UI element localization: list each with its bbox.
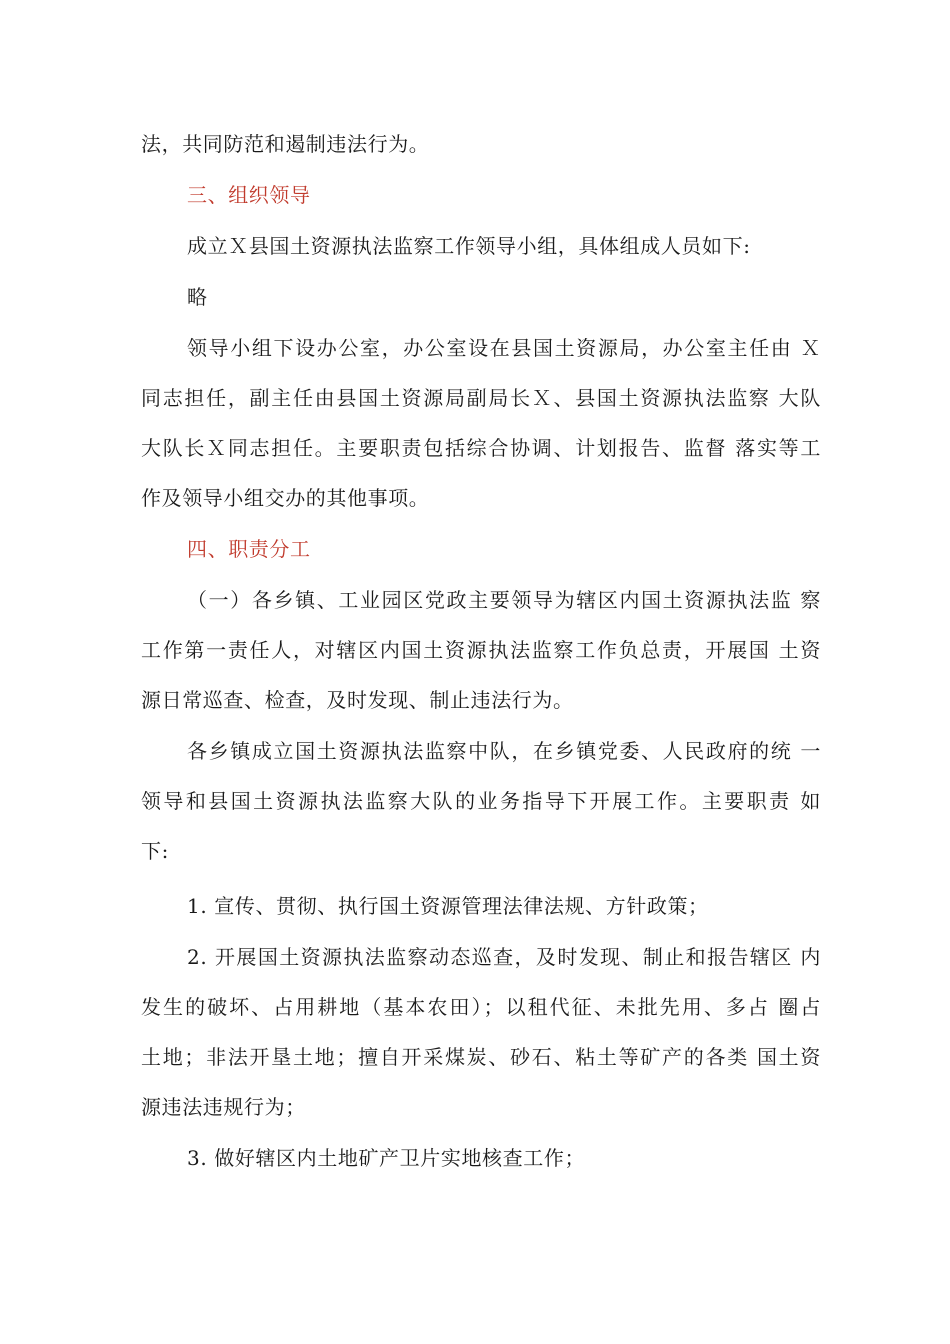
paragraph-line: 领导和县国土资源执法监察大队的业务指导下开展工作。主要职责 如 — [141, 789, 821, 813]
paragraph-line: 下: — [141, 839, 169, 863]
section-heading: 四、职责分工 — [187, 537, 311, 561]
list-item: 3. 做好辖区内土地矿产卫片实地核查工作； — [187, 1146, 586, 1170]
list-item: 1. 宣传、贯彻、执行国土资源管理法律法规、方针政策； — [187, 894, 709, 918]
paragraph-line: 略 — [187, 285, 208, 309]
paragraph-line: 源日常巡查、检查，及时发现、制止违法行为。 — [141, 688, 574, 712]
paragraph-line: 成立Ｘ县国土资源执法监察工作领导小组，具体组成人员如下: — [187, 234, 751, 258]
paragraph-line: 大队长Ｘ同志担任。主要职责包括综合协调、计划报告、监督 落实等工 — [141, 436, 821, 460]
paragraph-line: 土地；非法开垦土地；擅自开采煤炭、砂石、粘土等矿产的各类 国土资 — [141, 1045, 821, 1069]
paragraph-line: 各乡镇成立国土资源执法监察中队，在乡镇党委、人民政府的统 一 — [187, 739, 821, 763]
section-heading: 三、组织领导 — [187, 183, 311, 207]
paragraph-line: （一）各乡镇、工业园区党政主要领导为辖区内国土资源执法监 察 — [187, 588, 821, 612]
list-item: 2. 开展国土资源执法监察动态巡查，及时发现、制止和报告辖区 内 — [187, 945, 821, 969]
paragraph-line: 领导小组下设办公室，办公室设在县国土资源局，办公室主任由 Ｘ — [187, 336, 821, 360]
paragraph-line: 源违法违规行为； — [141, 1095, 306, 1119]
paragraph-line: 作及领导小组交办的其他事项。 — [141, 486, 430, 510]
paragraph-line: 发生的破坏、占用耕地（基本农田）；以租代征、未批先用、多占 圈占 — [141, 995, 821, 1019]
paragraph-line: 同志担任，副主任由县国土资源局副局长Ｘ、县国土资源执法监察 大队 — [141, 386, 821, 410]
paragraph-line: 法，共同防范和遏制违法行为。 — [141, 132, 430, 156]
paragraph-line: 工作第一责任人，对辖区内国土资源执法监察工作负总责，开展国 土资 — [141, 638, 821, 662]
